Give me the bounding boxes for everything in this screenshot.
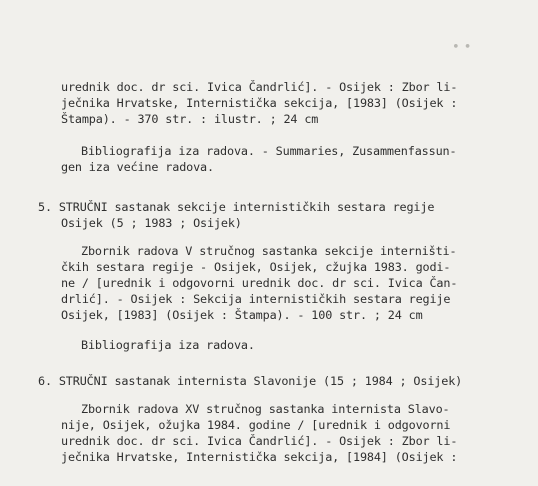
text-line: Bibliografija iza radova. [81, 338, 255, 352]
text-line: Osijek (5 ; 1983 ; Osijek) [61, 216, 242, 230]
text-line: gen iza većine radova. [61, 160, 214, 174]
text-line: drlić]. - Osijek : Sekcija internističkih sestara regije [61, 292, 451, 306]
text-line: urednik doc. dr sci. Ivica Čandrlić]. - Osijek : Zbor li- [61, 80, 458, 94]
text-line: Zbornik radova XV stručnog sastanka internista Slavo- [81, 402, 450, 416]
entry-heading: 5. STRUČNI sastanak sekcije internističkih sestara regije [38, 200, 435, 214]
text-line: čkih sestara regije - Osijek, Osijek, cžujka 1983. godi- [61, 260, 451, 274]
text-line: ječnika Hrvatske, Internistička sekcija, [1984] (Osijek : [61, 450, 458, 464]
text-line: Štampa). - 370 str. : ilustr. ; 24 cm [61, 112, 319, 126]
text-line: urednik doc. dr sci. Ivica Čandrlić]. - Osijek : Zbor li- [61, 434, 458, 448]
text-line: ne / [urednik i odgovorni urednik doc. dr sci. Ivica Čan- [61, 276, 458, 290]
entry-heading: 6. STRUČNI sastanak internista Slavonije (15 ; 1984 ; Osijek) [38, 374, 463, 388]
text-line: Bibliografija iza radova. - Summaries, Zusammenfassun- [81, 144, 457, 158]
text-line: nije, Osijek, ožujka 1984. godine / [urednik i odgovorni [61, 418, 451, 432]
text-line: Osijek, [1983] (Osijek : Štampa). - 100 str. ; 24 cm [61, 308, 423, 322]
text-line: ječnika Hrvatske, Internistička sekcija, [1983] (Osijek : [61, 96, 458, 110]
text-line: Zbornik radova V stručnog sastanka sekcije interništi- [81, 244, 457, 258]
page-mark: • • [452, 40, 472, 55]
